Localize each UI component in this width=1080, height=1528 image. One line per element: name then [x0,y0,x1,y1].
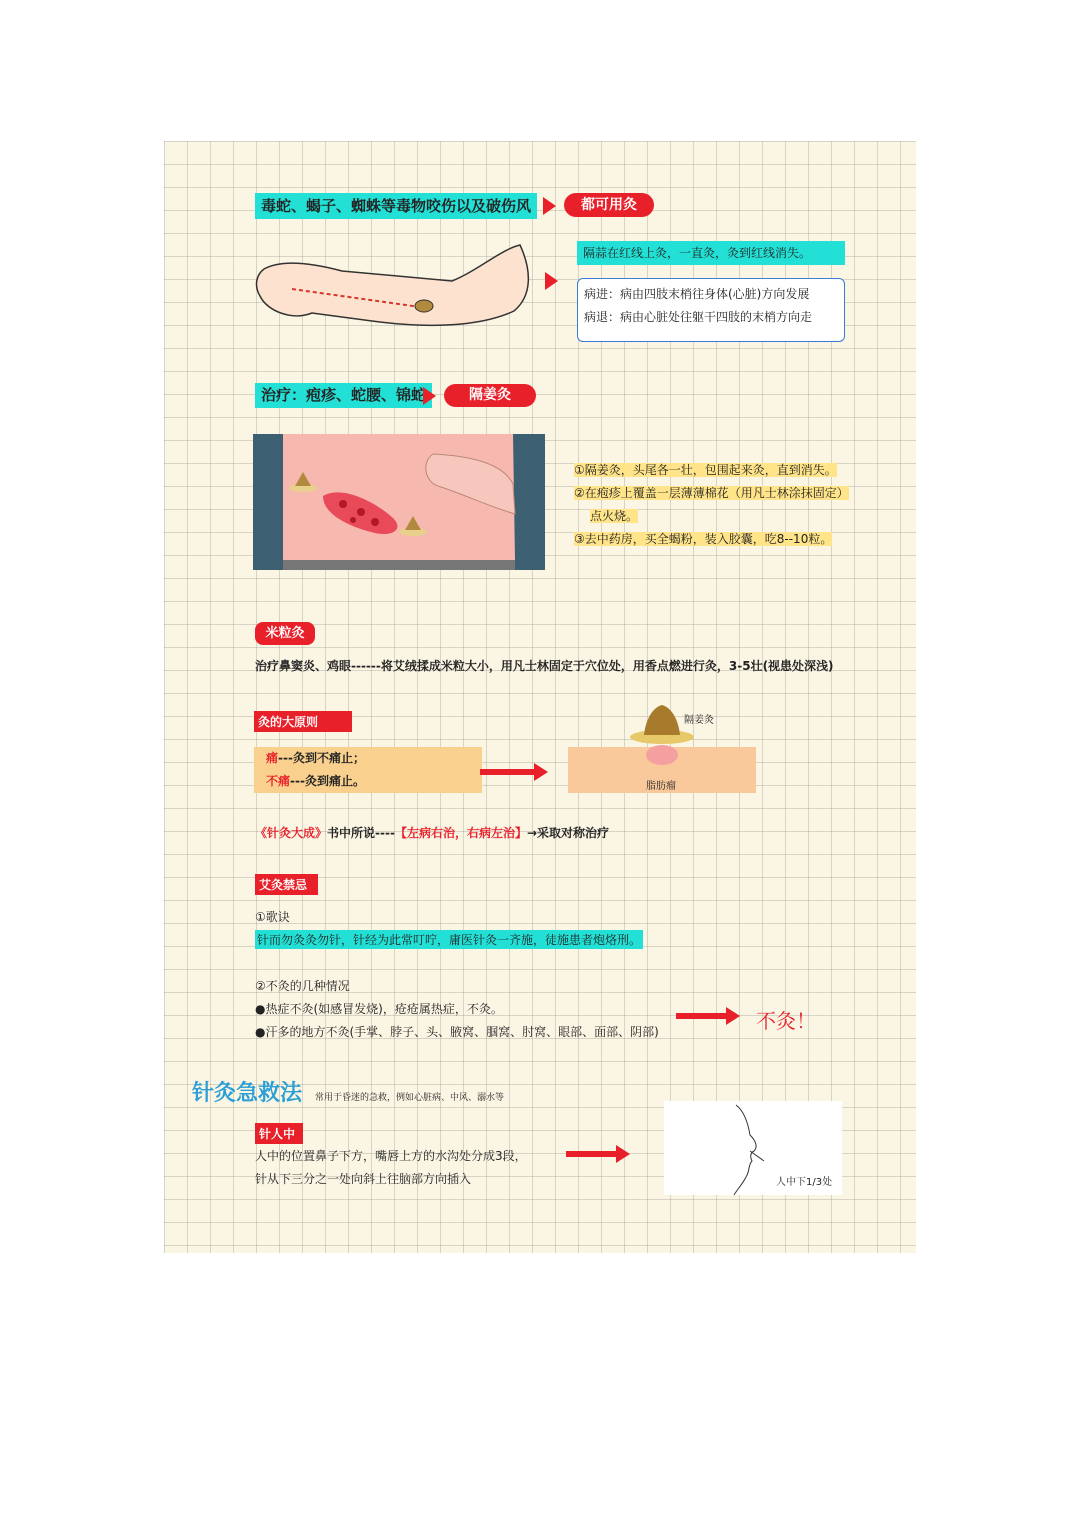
ginger-label: 隔姜灸 [684,715,714,726]
moxa-taboo-tag: 艾灸禁忌 [255,874,318,895]
lipoma-label: 脂肪瘤 [646,781,676,792]
herpes-headline: 治疗：疱疹、蛇腰、锦蛇 [255,383,432,408]
quote-end: →采取对称治疗 [526,826,610,840]
moxa-usable-tag: 都可用灸 [564,193,654,217]
emergency-title: 针灸急救法 [192,1081,303,1106]
arrow-icon [545,272,558,290]
rhyme-title: ①歌诀 [255,910,290,924]
renzhong-line-2: 针从下三分之一处向斜上往脑部方向插入 [255,1172,472,1186]
no-moxa-bullet-1: ●热症不灸(如感冒发烧)，疮疮属热症，不灸。 [255,1002,503,1016]
herpes-step-2: ②在疱疹上覆盖一层薄薄棉花（用凡士林涂抹固定） [574,486,849,500]
rice-grain-moxa-text: 治疗鼻窦炎、鸡眼------将艾绒揉成米粒大小，用凡士林固定于穴位处，用香点燃进行灸，3-5壮(视患处深浅) [255,659,834,673]
renzhong-line-1: 人中的位置鼻子下方，嘴唇上方的水沟处分成3段， [255,1149,527,1163]
herpes-step-3: ③去中药房，买全蝎粉，装入胶囊，吃8--10粒。 [574,532,833,546]
disease-progress-box [577,278,845,342]
no-moxa-conclusion: 不灸！ [756,1009,816,1033]
herpes-step-1: ①隔姜灸，头尾各一壮，包围起来灸，直到消失。 [574,463,837,477]
moxa-principle-tag: 灸的大原则 [254,711,352,732]
rice-grain-moxa-tag: 米粒灸 [255,622,315,645]
no-pain-rule: ---灸到痛止。 [290,774,365,788]
no-pain-word: 不痛 [266,774,291,788]
arm-illustration [252,241,532,341]
right-arrow-icon [566,1151,618,1157]
renzhong-point-label: 人中下1/3处 [776,1177,833,1188]
abdomen-herpes-illustration [253,434,545,570]
face-profile-illustration [664,1101,842,1195]
renzhong-tag: 针人中 [255,1123,303,1144]
grid-paper-sheet [164,141,916,1253]
disease-advance-text: 病进：病由四肢末梢往身体(心脏)方向发展 [584,287,810,301]
arrow-icon [423,387,436,405]
no-moxa-title: ②不灸的几种情况 [255,979,350,993]
quote-mid: 书中所说---- [327,826,395,840]
classic-quote [255,824,609,841]
no-moxa-bullet-2: ●汗多的地方不灸(手掌、脖子、头、腋窝、腘窝、肘窝、眼部、面部、阴部) [255,1025,659,1039]
arrow-icon [543,197,556,215]
ginger-moxa-tag: 隔姜灸 [444,384,536,407]
principle-box [254,747,482,793]
right-arrow-icon [480,769,536,775]
right-arrow-icon [676,1013,728,1019]
herpes-step-2-cont: 点火烧。 [590,509,639,523]
pain-rule: ---灸到不痛止； [278,751,365,765]
garlic-note: 隔蒜在红线上灸，一直灸，灸到红线消失。 [577,241,845,265]
book-title: 《针灸大成》 [255,826,328,840]
venom-headline: 毒蛇、蝎子、蜘蛛等毒物咬伤以及破伤风 [255,193,537,219]
rhyme-text: 针而勿灸灸勿针，针经为此常叮咛，庸医针灸一齐施，徒施患者炮烙刑。 [255,930,643,949]
quote-principle: 【左病右治，右病左治】 [394,826,527,840]
disease-retreat-text: 病退：病由心脏处往躯干四肢的末梢方向走 [584,310,813,324]
pain-word: 痛 [266,751,279,765]
herpes-steps [574,459,849,551]
emergency-subtitle: 常用于昏迷的急救，例如心脏病、中风、溺水等 [315,1093,505,1103]
